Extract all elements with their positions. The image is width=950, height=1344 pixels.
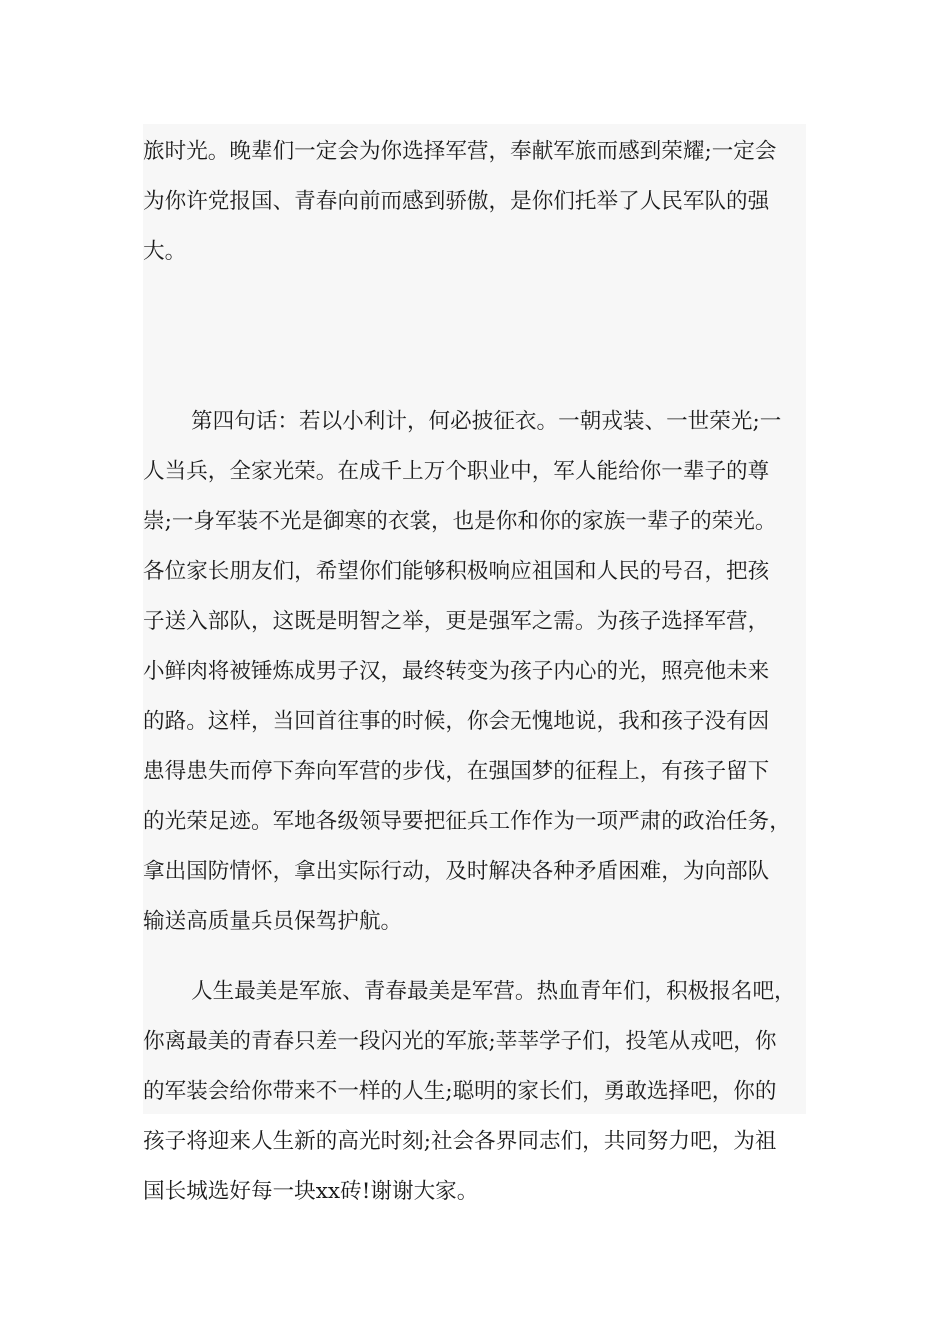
paragraph-3	[143, 967, 796, 1217]
text-line: 的军装会给你带来不一样的人生;聪明的家长们，勇敢选择吧，你的	[143, 1079, 777, 1104]
text-line: 崇;一身军装不光是御寒的衣裳，也是你和你的家族一辈子的荣光。	[143, 509, 777, 534]
text-line: 患得患失而停下奔向军营的步伐，在强国梦的征程上，有孩子留下	[143, 759, 770, 784]
text-line: 第四句话：若以小利计，何必披征衣。一朝戎装、一世荣光;一	[191, 409, 782, 434]
text-line: 拿出国防情怀，拿出实际行动，及时解决各种矛盾困难，为向部队	[143, 859, 770, 884]
text-line: 的光荣足迹。军地各级领导要把征兵工作作为一项严肃的政治任务，	[143, 809, 791, 834]
paragraph-2	[143, 397, 791, 947]
text-line: 的路。这样，当回首往事的时候，你会无愧地说，我和孩子没有因	[143, 709, 770, 734]
paragraph-1	[143, 127, 777, 277]
text-line: 人当兵，全家光荣。在成千上万个职业中，军人能给你一辈子的尊	[143, 459, 770, 484]
text-line: 旅时光。晚辈们一定会为你选择军营，奉献军旅而感到荣耀;一定会	[143, 139, 777, 164]
text-line: 输送高质量兵员保驾护航。	[143, 909, 403, 934]
text-block	[143, 124, 806, 1204]
text-line: 小鲜肉将被锤炼成男子汉，最终转变为孩子内心的光，照亮他未来	[143, 659, 770, 684]
text-line: 大。	[143, 239, 187, 264]
text-line: 各位家长朋友们，希望你们能够积极响应祖国和人民的号召，把孩	[143, 559, 770, 584]
text-line: 国长城选好每一块xx砖!谢谢大家。	[143, 1179, 479, 1204]
text-line: 为你许党报国、青春向前而感到骄傲，是你们托举了人民军队的强	[143, 189, 770, 214]
text-line: 孩子将迎来人生新的高光时刻;社会各界同志们，共同努力吧，为祖	[143, 1129, 777, 1154]
text-line: 你离最美的青春只差一段闪光的军旅;莘莘学子们，投笔从戎吧，你	[143, 1029, 777, 1054]
text-line: 子送入部队，这既是明智之举，更是强军之需。为孩子选择军营，	[143, 609, 770, 634]
text-line: 人生最美是军旅、青春最美是军营。热血青年们，积极报名吧，	[191, 979, 796, 1004]
